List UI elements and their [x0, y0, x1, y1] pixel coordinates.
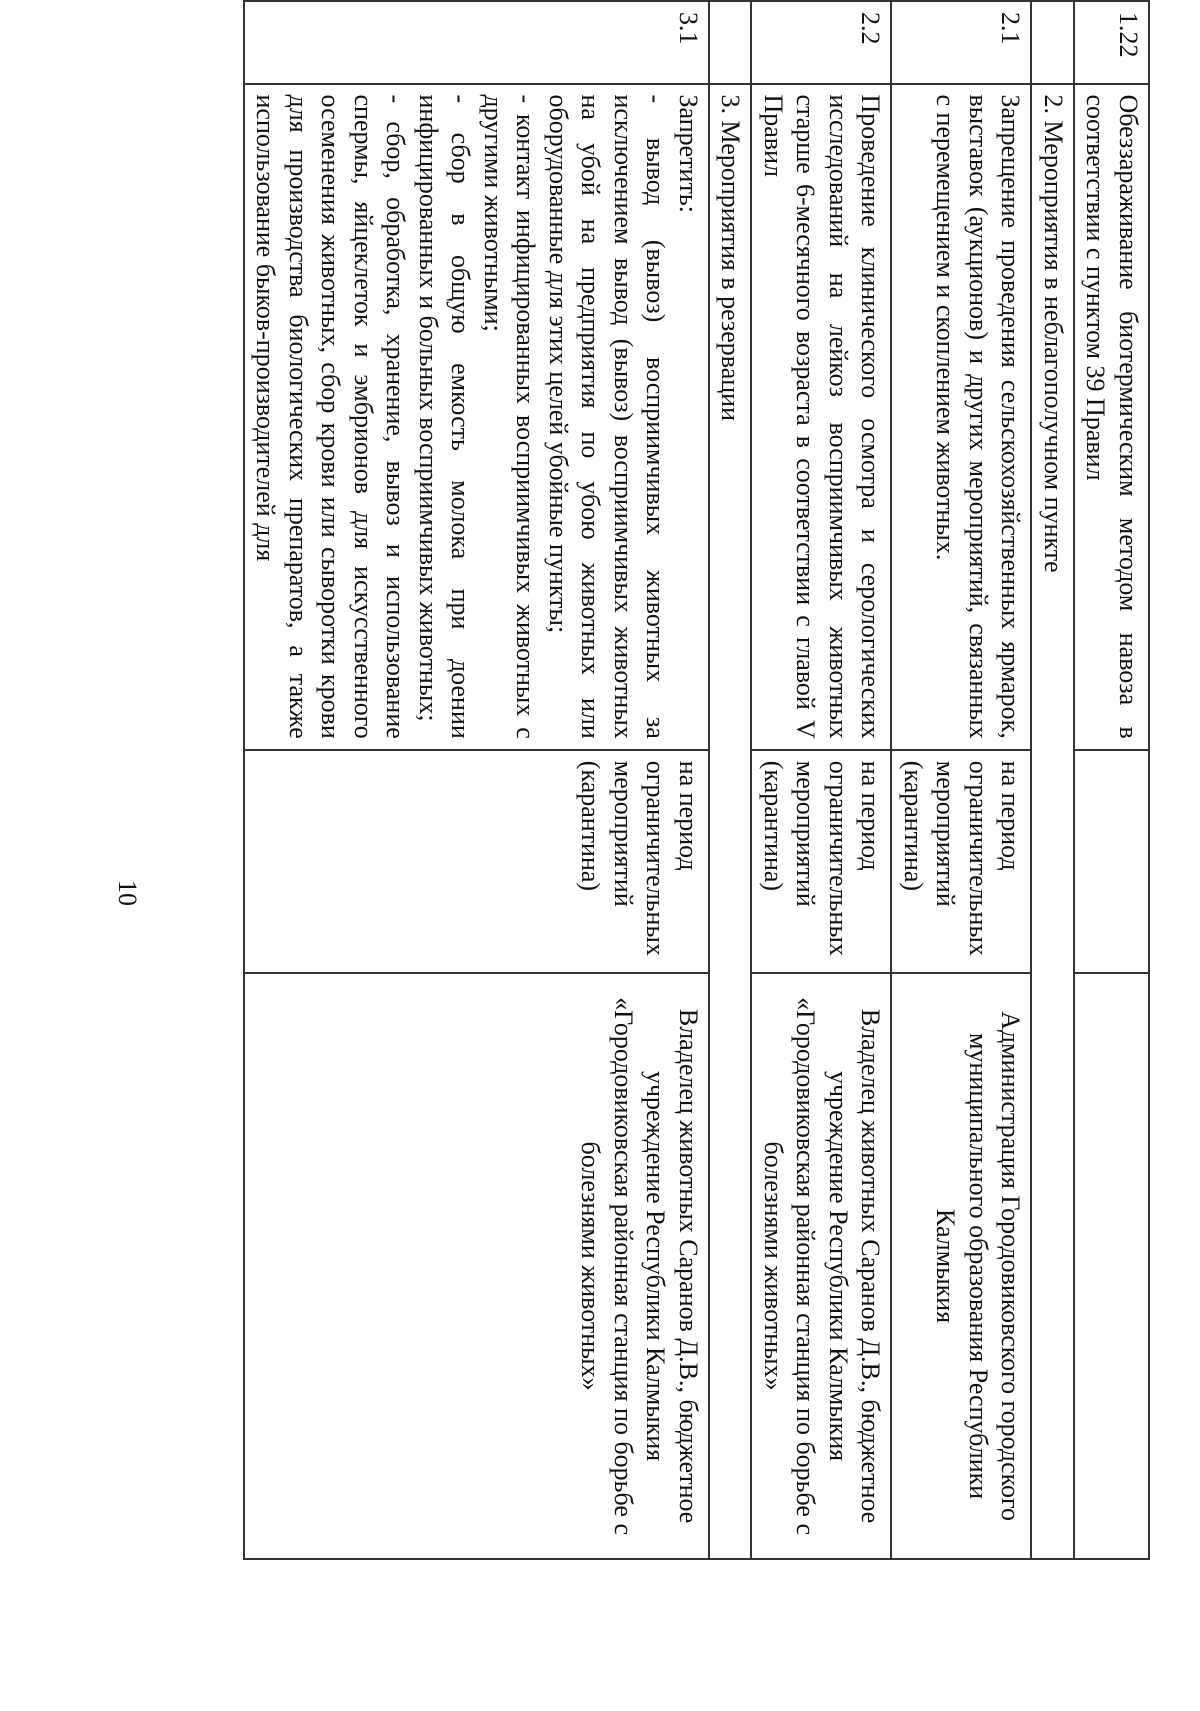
row-number: 2.2: [752, 1, 892, 84]
responsible-cell: [1074, 973, 1149, 1559]
responsible-text: Владелец животных Саранов Д.В., бюджетное учреждение Республики Калмыкия «Городовиковская районная станция по борьбе с болезнями животных»: [752, 973, 892, 1559]
term-text: на период ограничительных мероприятий (карантина): [892, 750, 1032, 973]
table-row: [1074, 1, 1149, 1559]
section-row: [1032, 1, 1075, 1559]
measure-text: Проведение клинического осмотра и серологических исследований на лейкоз восприимчивых животных старше 6-месячного возраста в соответствии с главой V Правил: [752, 84, 892, 750]
term-text: на период ограничительных мероприятий (карантина): [244, 750, 709, 973]
page-number: 10: [113, 880, 142, 906]
measure-item: - вывод (вывоз) восприимчивых животных за исключением вывод (вывоз) восприимчивых животных на убой на предприятия по убою животных или оборудованные для этих целей убойные пункты;: [544, 94, 671, 739]
row-number: 2.1: [892, 1, 1032, 84]
measure-item: - сбор, обработка, хранение, вывоз и использование спермы, яйцеклеток и эмбрионов для искусственного осеменения животных, сбор крови или сыворотки крови для производства биологических препаратов, а также использование быков-производителей для: [251, 94, 411, 739]
measure-heading: Запретить:: [674, 94, 703, 213]
responsible-text: Владелец животных Саранов Д.В., бюджетное учреждение Республики Калмыкия «Городовиковская районная станция по борьбе с болезнями животных»: [244, 973, 709, 1559]
term-text: на период ограничительных мероприятий (карантина): [752, 750, 892, 973]
measure-list: [244, 84, 709, 750]
section-row: [709, 1, 752, 1559]
term-cell: [1074, 750, 1149, 973]
section-heading-3: 3. Мероприятия в резервации: [709, 84, 752, 1559]
rotated-page: [113, 0, 1200, 1560]
measures-table: [243, 0, 1150, 1560]
measure-text: Запрещение проведения сельскохозяйственных ярмарок, выставок (аукционов) и других мероприятий, связанных с перемещением и скоплением животных.: [892, 84, 1032, 750]
row-number: 1.22: [1074, 1, 1149, 84]
measure-item: - контакт инфицированных восприимчивых животных с другими животными;: [479, 94, 541, 739]
table-row: [892, 1, 1032, 1559]
row-number: 3.1: [244, 1, 709, 84]
responsible-text: Администрация Городовиковского городского муниципального образования Республики Калмыкия: [892, 973, 1032, 1559]
table-row: [244, 1, 709, 1559]
measure-item: - сбор в общую емкость молока при доении инфицированных и больных восприимчивых животных;: [414, 94, 476, 739]
section-heading-2: 2. Мероприятия в неблагополучном пункте: [1032, 84, 1075, 1559]
table-row: [752, 1, 892, 1559]
measure-text: Обеззараживание биотермическим методом навоза в соответствии с пунктом 39 Правил: [1074, 84, 1149, 750]
